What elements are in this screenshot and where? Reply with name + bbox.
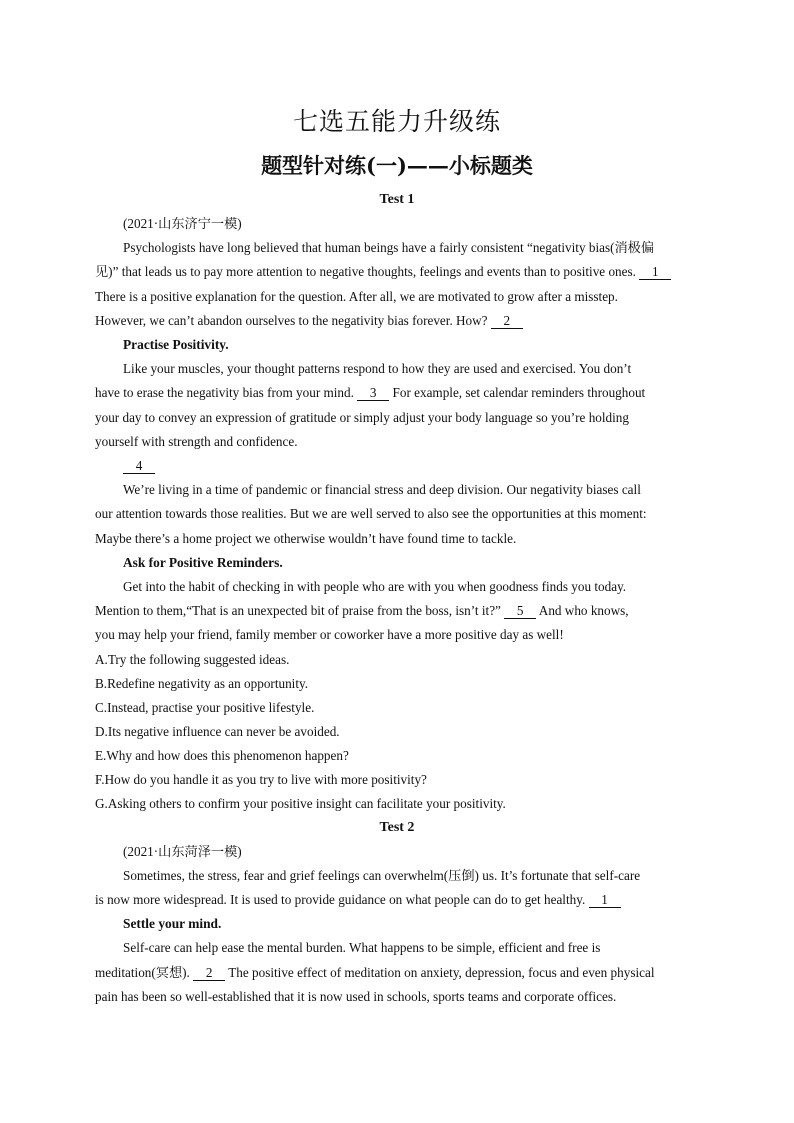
test2-para2-line3: pain has been so well-established that it is now used in schools, sports teams and corporate offices. bbox=[95, 988, 617, 1004]
option-f: F.How do you handle it as you try to live with more positivity? bbox=[95, 771, 427, 787]
blank-3: 3 bbox=[357, 385, 389, 401]
test2-blank-1: 1 bbox=[589, 892, 621, 908]
test1-para2-line4: yourself with strength and confidence. bbox=[95, 433, 298, 449]
section-heading-practise: Practise Positivity. bbox=[123, 337, 229, 353]
test2-heading: Test 2 bbox=[379, 819, 415, 835]
text: have to erase the negativity bias from your mind. bbox=[95, 385, 354, 401]
options-list bbox=[95, 648, 699, 816]
text: Mention to them,“That is an unexpected bit of praise from the boss, isn’t it?” bbox=[95, 603, 501, 619]
test1-source: (2021·山东济宁一模) bbox=[123, 216, 242, 231]
option-a: A.Try the following suggested ideas. bbox=[95, 651, 290, 667]
test1-para2-line1: Like your muscles, your thought patterns respond to how they are used and exercised. You don’t bbox=[123, 361, 632, 377]
text: The positive effect of meditation on anxiety, depression, focus and even physical bbox=[228, 964, 655, 980]
text: For example, set calendar reminders throughout bbox=[392, 385, 646, 401]
text: However, we can’t abandon ourselves to the negativity bias forever. How? bbox=[95, 312, 488, 328]
option-c: C.Instead, practise your positive lifestyle. bbox=[95, 699, 315, 715]
text: And who knows, bbox=[538, 603, 629, 619]
section-heading-settle: Settle your mind. bbox=[123, 916, 222, 932]
test1-para3-line1: We’re living in a time of pandemic or financial stress and deep division. Our negativity biases call bbox=[123, 482, 641, 498]
blank-4: 4 bbox=[123, 458, 155, 474]
test1-para4-line2 bbox=[95, 599, 699, 623]
test2-para1-line1: Sometimes, the stress, fear and grief feelings can overwhelm(压倒) us. It’s fortunate that self-care bbox=[123, 867, 641, 883]
test2-para1-line2 bbox=[95, 888, 699, 912]
test1-para4-line3: you may help your friend, family member or coworker have a more positive day as well! bbox=[95, 627, 564, 643]
blank-1: 1 bbox=[639, 264, 671, 280]
test1-para1-line1: Psychologists have long believed that human beings have a fairly consistent “negativity bias(消极偏 bbox=[123, 240, 655, 256]
test1-para1-line4 bbox=[95, 309, 699, 333]
test1-para2-line2 bbox=[95, 381, 699, 405]
section-heading-ask: Ask for Positive Reminders. bbox=[123, 554, 283, 570]
option-b: B.Redefine negativity as an opportunity. bbox=[95, 675, 309, 691]
page-title: 七选五能力升级练 bbox=[292, 107, 501, 136]
test1-para2-line3: your day to convey an expression of gratitude or simply adjust your body language so you’re holding bbox=[95, 409, 629, 425]
blank-5: 5 bbox=[504, 603, 536, 619]
text: is now more widespread. It is used to provide guidance on what people can do to get healthy. bbox=[95, 892, 586, 908]
test1-heading-blank-line bbox=[95, 454, 699, 478]
test2-para2-line1: Self-care can help ease the mental burden. What happens to be simple, efficient and free is bbox=[123, 940, 601, 956]
test1-para4-line1: Get into the habit of checking in with people who are with you when goodness finds you today. bbox=[123, 579, 627, 595]
test1-para1-line3: There is a positive explanation for the question. After all, we are motivated to grow after a misstep. bbox=[95, 288, 618, 304]
option-d: D.Its negative influence can never be avoided. bbox=[95, 723, 340, 739]
test1-para3-line2: our attention towards those realities. But we are well served to also see the opportunities at this moment: bbox=[95, 506, 647, 522]
text: meditation(冥想). bbox=[95, 964, 190, 980]
blank-2: 2 bbox=[491, 313, 523, 329]
test2-blank-2: 2 bbox=[193, 965, 225, 981]
text: 见)” that leads us to pay more attention to negative thoughts, feelings and events than to positive ones. bbox=[95, 264, 636, 280]
test1-heading: Test 1 bbox=[379, 192, 415, 207]
test2-source: (2021·山东菏泽一模) bbox=[123, 843, 242, 859]
document-page bbox=[95, 100, 699, 1009]
option-e: E.Why and how does this phenomenon happen? bbox=[95, 747, 349, 763]
test2-para2-line2 bbox=[95, 961, 699, 985]
page-subtitle: 题型针对练(一)——小标题类 bbox=[261, 153, 533, 178]
test1-para1-line2 bbox=[95, 260, 699, 284]
option-g: G.Asking others to confirm your positive insight can facilitate your positivity. bbox=[95, 795, 506, 811]
test1-para3-line3: Maybe there’s a home project we otherwise wouldn’t have found time to tackle. bbox=[95, 530, 517, 546]
